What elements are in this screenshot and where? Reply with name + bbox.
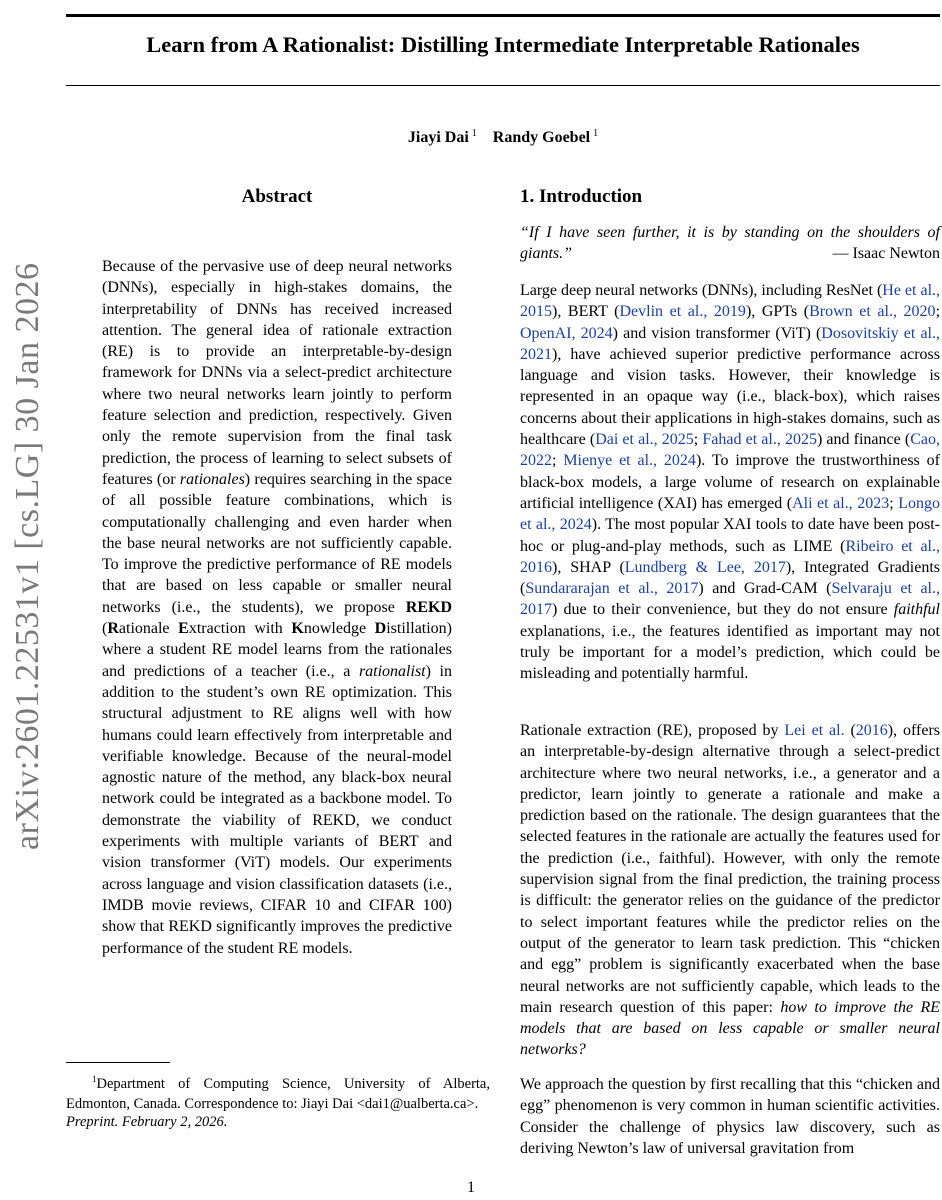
citation-link[interactable]: Brown et al., 2020 [809,303,936,321]
citation-link[interactable]: Lundberg & Lee, 2017 [624,558,786,576]
arxiv-identifier: arXiv:2601.22531v1 [cs.LG] 30 Jan 2026 [9,262,46,850]
epigraph-quote: “If I have seen further, it is by standing on the shoulders of giants.” — Isaac Newton [520,222,940,265]
quote-attribution: — Isaac Newton [832,245,940,263]
affiliation-footnote: $^1$Department of Computing Science, University of Alberta, Edmonton, Canada. Correspondence to: Jiayi Dai <dai1@ualberta.ca>. [66,1074,490,1112]
citation-link[interactable]: Sundararajan et al., 2017 [525,580,699,598]
intro-paragraph-1: Large deep neural networks (DNNs), including ResNet (He et al., 2015), BERT (Devlin et al., 2019), GPTs (Brown et al., 2020; OpenAI, 2024) and vision transformer (ViT) (Dosovitskiy et al., 2021), have achieved superior predictive performance across language and vision tasks. However, their knowledge is represented in an opaque way (i.e., black-box), which raises concerns about their applications in high-stakes domains, such as healthcare (Dai et al., 2025; Fahad et al., 2025) and finance (Cao, 2022; Mienye et al., 2024). To improve the trustworthiness of black-box models, a large volume of research on explainable artificial intelligence (XAI) has emerged (Ali et al., 2023; Longo et al., 2024). The most popular XAI tools to date have been post-hoc or plug-and-play methods, such as LIME (Ribeiro et al., 2016), SHAP (Lundberg & Lee, 2017), Integrated Gradients (Sundararajan et al., 2017) and Grad-CAM (Selvaraju et al., 2017) due to their convenience, but they do not ensure faithful explanations, i.e., the features identified as important may not truly be important for a model’s prediction, which could be misleading and potentially harmful. [520,282,941,683]
intro-paragraph-2: Rationale extraction (RE), proposed by Lei et al. (2016), offers an interpretable-by-design alternative through a select-predict architecture where two neural networks, i.e., a generator and a predictor, learn jointly to generate a rationale and make a prediction based on the rationale. The design guarantees that the selected features in the rationale are actually the features used for the prediction (i.e., faithful). However, with only the remote supervision signal from the final prediction, the training process is difficult: the generator relies on the guidance of the predictor to select important features while the predictor relies on the output of the generator to learn task prediction. This “chicken and egg” problem is significantly exacerbated when the base neural networks are not sufficiently capable, which leads to the main research question of this paper: how to improve the RE models that are based on less capable or smaller neural networks? [520,722,941,1059]
paper-title: Learn from A Rationalist: Distilling Intermediate Interpretable Rationales [146,32,860,57]
title-rule-bottom [66,85,940,86]
citation-link[interactable]: Devlin et al., 2019 [619,303,746,321]
abstract-heading: Abstract [241,186,313,207]
affiliation-mark: 1 [593,128,599,139]
author-name: Jiayi Dai $^1$ [407,128,477,147]
citation-link[interactable]: Longo et al., 2024 [520,494,941,534]
citation-link[interactable]: He et al., 2015 [520,282,941,321]
citation-link[interactable]: Lei et al. [784,722,845,739]
introduction-heading: 1. Introduction [520,186,643,207]
citation-link[interactable]: OpenAI, 2024 [520,324,613,342]
citation-link[interactable]: Selvaraju et al., 2017 [520,580,940,619]
title-rule-top [66,14,940,17]
intro-paragraph-3: We approach the question by first recalling that this “chicken and egg” phenomenon is very common in human scientific activities. Consider the challenge of physics law discovery, such as deriving Newton’s law of universal gravitation from [520,1076,940,1157]
citation-link[interactable]: Dosovitskiy et al., 2021 [520,324,940,363]
citation-link[interactable]: Fahad et al., 2025 [702,431,817,449]
citation-link[interactable]: Ribeiro et al., 2016 [520,537,940,576]
footnote-rule [66,1062,170,1063]
author-name: Randy Goebel $^1$ [492,128,599,147]
citation-link[interactable]: Cao, 2022 [520,431,940,470]
page-number: 1 [467,1179,475,1196]
citation-link[interactable]: Dai et al., 2025 [595,431,694,449]
author-list [66,123,940,149]
citation-link[interactable]: 2016 [855,722,888,739]
affiliation-mark: 1 [471,128,477,139]
preprint-date: Preprint. February 2, 2026. [66,1114,228,1130]
citation-link[interactable]: Mienye et al., 2024 [563,452,696,470]
citation-link[interactable]: Ali et al., 2023 [792,494,890,512]
abstract-body: Because of the pervasive use of deep neural networks (DNNs), especially in high-stakes domains, the interpretability of DNNs has received increased attention. The general idea of rationale extraction (RE) is to provide an interpretable-by-design framework for DNNs via a select-predict architecture where two neural networks learn jointly to perform feature selection and prediction, respectively. Given only the remote supervision from the final task prediction, the process of learning to select subsets of features (or rationales) requires searching in the space of all possible feature combinations, which is computationally challenging and even harder when the base neural networks are not sufficiently capable. To improve the predictive performance of RE models that are based on less capable or smaller neural networks (i.e., the students), we propose REKD (Rationale Extraction with Knowledge Distillation) where a student RE model learns from the rationales and predictions of a teacher (i.e., a rationalist) in addition to the student’s own RE optimization. This structural adjustment to RE aligns well with how humans could learn effectively from interpretable and verifiable knowledge. Because of the neural-model agnostic nature of the method, any black-box neural network could be integrated as a backbone model. To demonstrate the viability of REKD, we conduct experiments with multiple variants of BERT and vision transformer (ViT) models. Our experiments across language and vision classification datasets (i.e., IMDB movie reviews, CIFAR 10 and CIFAR 100) show that REKD significantly improves the predictive performance of the student RE models. [102,258,453,957]
